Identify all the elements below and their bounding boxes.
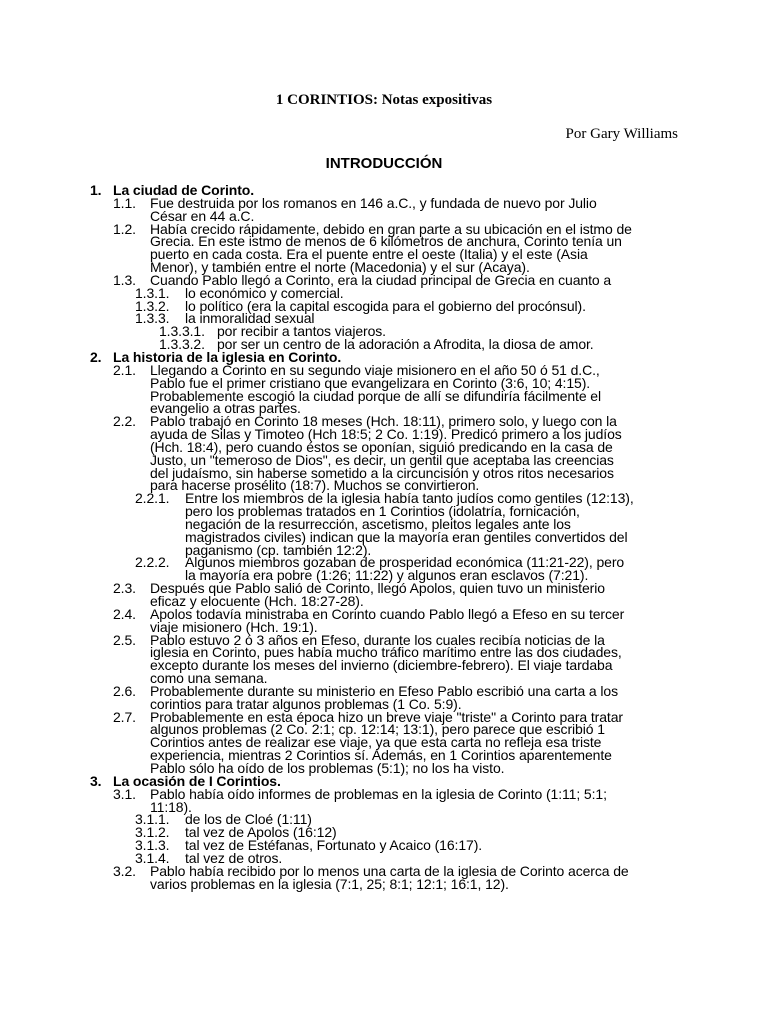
outline-number: 3.1.4. (135, 849, 170, 866)
outline-number: 3. (90, 772, 102, 789)
outline-line (0, 659, 768, 672)
outline-number: 3.1. (113, 785, 136, 802)
outline-text: la inmoralidad sexual (185, 310, 315, 327)
outline-number: 3.1.1. (135, 811, 170, 828)
outline-line (0, 785, 768, 802)
outline-number: 2.4. (113, 605, 136, 622)
outline-text: por recibir a tantos viajeros. (217, 323, 386, 340)
outline-text: como una semana. (150, 670, 268, 687)
outline-number: 3.1.2. (135, 824, 170, 841)
outline-number: 1.2. (113, 220, 136, 237)
outline-list (0, 184, 768, 890)
outline-text: (Hch. 18:4), pero cuando éstos se oponían, siguió predicando en la casa de (150, 438, 613, 455)
outline-text: excepto durante los meses del invierno (diciembre-febrero). El viaje tardaba (150, 657, 613, 674)
outline-text: tal vez de Apolos (16:12) (185, 824, 337, 841)
outline-number: 2.5. (113, 631, 136, 648)
outline-text: Pablo había oído informes de problemas en la iglesia de Corinto (1:11; 5:1; (150, 785, 607, 802)
outline-number: 2.7. (113, 708, 136, 725)
outline-number: 2. (90, 348, 102, 365)
outline-text: del judaísmo, sin haberse sometido a la circuncisión y otros ritos necesarios (150, 464, 614, 481)
section-heading: INTRODUCCIÓN (325, 155, 443, 172)
outline-text: algunos problemas (2 Co. 2:1; cp. 12:14; 13:1), pero parece que escribió 1 (150, 721, 605, 738)
outline-text: lo económico y comercial. (185, 284, 344, 301)
outline-text: viaje misionero (Hch. 19:1). (150, 618, 318, 635)
outline-number: 1. (90, 182, 102, 198)
outline-text: Fue destruida por los romanos en 146 a.C., y fundada de nuevo por Julio (150, 194, 597, 211)
outline-text: César en 44 a.C. (150, 207, 255, 224)
outline-line (0, 528, 768, 545)
outline-text: Probablemente en esta época hizo un breve viaje "triste" a Corinto para tratar (150, 708, 623, 725)
outline-text: Grecia. En este istmo de menos de 6 kilómetros de anchura, Corinto tenía un (150, 233, 622, 250)
outline-text: La ocasión de I Corintios. (113, 772, 281, 789)
outline-number: 1.1. (113, 194, 136, 211)
outline-text: eficaz y elocuente (Hch. 18:27-28). (150, 593, 364, 609)
outline-text: ayuda de Silas y Timoteo (Hch 18:5; 2 Co. 1:19). Predicó primero a los judíos (150, 426, 622, 443)
outline-number: 2.2.2. (135, 554, 170, 571)
outline-text: evangelio a otras partes. (150, 400, 301, 417)
outline-number: 2.1. (113, 361, 136, 378)
outline-text: Algunos miembros gozaban de prosperidad económica (11:21-22), pero (185, 554, 625, 571)
outline-number: 2.2. (113, 413, 136, 430)
outline-line (0, 605, 768, 622)
outline-text: Entre los miembros de la iglesia había tanto judíos como gentiles (12:13), (185, 490, 634, 507)
outline-text: paganismo (cp. también 12:2). (185, 541, 372, 558)
outline-text: magistrados civiles) indican que la mayoría eran gentiles convertidos del (185, 528, 628, 545)
outline-text: Menor), y también entre el norte (Macedonia) y el sur (Acaya). (150, 259, 530, 276)
outline-text: iglesia en Corinto, pues había mucho tráfico marítimo entre las dos ciudades, (150, 644, 622, 661)
outline-line (0, 813, 768, 826)
author-line: Por Gary Williams (565, 126, 678, 142)
outline-number: 3.1.3. (135, 837, 170, 854)
outline-text: Pablo estuvo 2 ó 3 años en Efeso, durante los cuales recibía noticias de la (150, 631, 605, 648)
outline-text: puerto en cada costa. Era el puente entre el oeste (Italia) y el este (Asia (150, 246, 588, 263)
outline-number: 1.3.3.1. (159, 323, 205, 340)
outline-text: Apolos todavía ministraba en Corinto cuando Pablo llegó a Efeso en su tercer (150, 605, 625, 622)
outline-number: 1.3.1. (135, 284, 170, 301)
outline-text: Pablo fue el primer cristiano que evangelizara en Corinto (3:6, 10; 4:15). (150, 374, 591, 391)
outline-text: Había crecido rápidamente, debido en gran parte a su ubicación en el istmo de (150, 220, 632, 237)
outline-text: para hacerse prosélito (18:7). Muchos se convirtieron. (150, 477, 480, 494)
outline-text: La historia de la iglesia en Corinto. (113, 348, 342, 365)
outline-text: Justo, un "temeroso de Dios", es decir, un gentil que aceptaba las creencias (150, 451, 614, 468)
outline-text: varios problemas en la iglesia (7:1, 25; 8:1; 12:1; 16:1, 12). (150, 875, 509, 892)
outline-text: Llegando a Corinto en su segundo viaje misionero en el año 50 ó 51 d.C., (150, 361, 600, 378)
outline-text: tal vez de Estéfanas, Fortunato y Acaico (16:17). (185, 837, 483, 854)
outline-text: por ser un centro de la adoración a Afrodita, la diosa de amor. (217, 336, 594, 353)
outline-text: Probablemente escogió la ciudad porque de allí se difundiría fácilmente el (150, 387, 601, 404)
outline-text: negación de la resurrección, ascetismo, pleitos legales ante los (185, 515, 571, 532)
outline-line (0, 582, 768, 595)
outline-number: 2.6. (113, 682, 136, 699)
outline-number: 1.3.3. (135, 310, 170, 327)
outline-line (0, 839, 768, 852)
outline-number: 1.3. (113, 271, 136, 288)
outline-text: Probablemente durante su ministerio en Efeso Pablo escribió una carta a los (150, 682, 618, 699)
outline-text: Después que Pablo salió de Corinto, llegó Apolos, quien tuvo un ministerio (150, 580, 605, 597)
outline-line (0, 387, 768, 404)
document-title: 1 CORINTIOS: Notas expositivas (275, 92, 493, 108)
outline-text: Pablo sólo ha oído de los problemas (5:1); no los ha visto. (150, 759, 505, 776)
outline-text: lo político (era la capital escogida para el gobierno del procónsul). (185, 297, 586, 314)
outline-line (0, 875, 768, 892)
outline-text: Corintios antes de realizar ese viaje, ya que esta carta no refleja esa triste (150, 734, 602, 751)
outline-line (0, 798, 768, 815)
outline-number: 3.2. (113, 862, 136, 879)
outline-text: corintios para tratar algunos problemas (1 Co. 5:9). (150, 695, 462, 712)
outline-text: Pablo había recibido por lo menos una carta de la iglesia de Corinto acerca de (150, 862, 629, 879)
outline-text: de los de Cloé (1:11) (185, 811, 312, 828)
outline-number: 1.3.2. (135, 297, 170, 314)
outline-text: 11:18). (150, 798, 192, 815)
outline-line (0, 297, 768, 314)
outline-text: Pablo trabajó en Corinto 18 meses (Hch. 18:11), primero solo, y luego con la (150, 413, 617, 430)
outline-text: La ciudad de Corinto. (113, 182, 255, 198)
outline-line (0, 194, 768, 211)
outline-text: la mayoría era pobre (1:26; 11:22) y algunos eran esclavos (7:21). (185, 567, 589, 584)
outline-number: 2.3. (113, 580, 136, 597)
outline-text: Cuando Pablo llegó a Corinto, era la ciudad principal de Grecia en cuanto a (150, 271, 612, 288)
outline-number: 2.2.1. (135, 490, 170, 507)
outline-number: 1.3.3.2. (159, 336, 205, 353)
outline-text: tal vez de otros. (185, 849, 283, 866)
outline-line (0, 271, 768, 288)
outline-text: experiencia, mientras 2 Corintios sí. Además, en 1 Corintios aparentemente (150, 747, 612, 764)
outline-text: pero los problemas tratados en 1 Corintios (idolatría, fornicación, (185, 503, 580, 520)
